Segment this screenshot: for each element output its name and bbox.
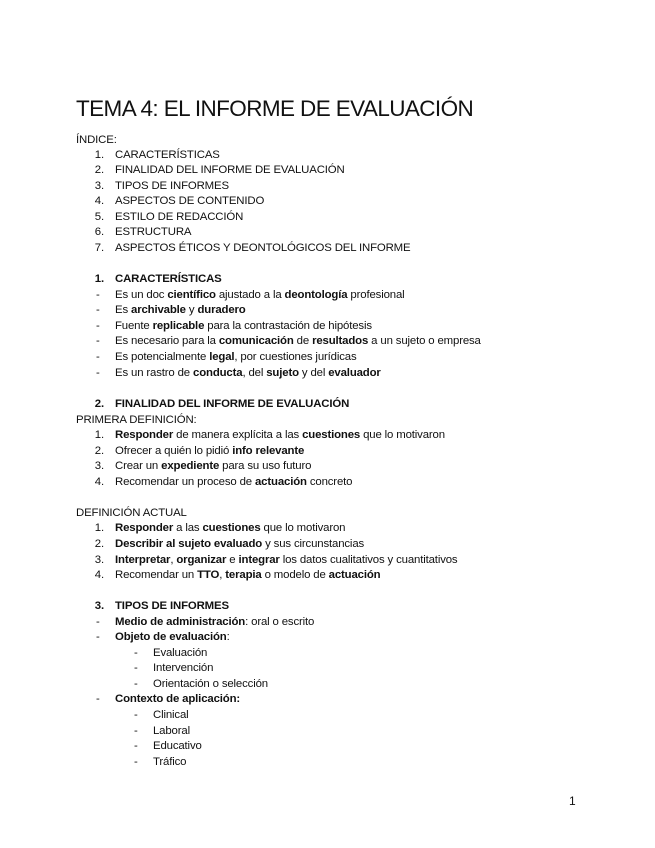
list-number: 4. [94,476,104,488]
bullet-text [115,366,381,381]
text-run-bold: cuestiones [302,429,361,441]
text-run: que lo motivaron [260,522,346,534]
text-run: o modelo de [261,569,329,581]
text-run: para la contrastación de hipótesis [204,320,372,332]
index-item-number: 1. [94,149,104,161]
index-item-text: CARACTERÍSTICAS [115,149,220,161]
text-run: , [170,554,177,566]
bullet-dash: - [96,616,100,628]
list-item-text [115,553,457,568]
text-run-bold: evaluador [328,367,381,379]
bullet-dash: - [96,304,100,316]
sub-bullet-text: Clinical [153,709,189,721]
text-run-bold: Interpretar [115,554,171,566]
text-run: a las [173,522,203,534]
list-item-text [115,475,352,490]
list-item-text [115,537,364,552]
text-run: , por cuestiones jurídicas [234,351,357,363]
bullet-text [115,303,246,318]
text-run-bold: expediente [161,460,220,472]
sub-bullet-text: Orientación o selección [153,678,268,690]
text-run-bold: actuación [328,569,381,581]
index-item-text: ESTILO DE REDACCIÓN [115,211,244,223]
list-number: 3. [94,554,104,566]
text-run: profesional [347,289,405,301]
text-run: Es [115,304,132,316]
page-title: TEMA 4: EL INFORME DE EVALUACIÓN [76,96,474,121]
text-run-bold: conducta [193,367,243,379]
text-run-bold: info relevante [232,445,305,457]
text-run: Es un rastro de [115,367,194,379]
text-run-bold: legal [209,351,235,363]
bullet-text [115,334,481,349]
bullet-dash: - [96,693,100,705]
list-number: 1. [94,522,104,534]
text-run-bold: deontología [284,289,348,301]
text-run-bold: Describir al sujeto evaluado [115,538,263,550]
sub-bullet-dash: - [134,647,138,659]
list-number: 2. [94,445,104,457]
bullet-text [115,630,230,645]
bullet-dash: - [96,289,100,301]
sub-bullet-text: Educativo [153,740,202,752]
text-run: los datos cualitativos y cuantitativos [279,554,458,566]
list-number: 4. [94,569,104,581]
text-run: , [219,569,226,581]
first-definition-label: PRIMERA DEFINICIÓN: [76,414,197,426]
sub-bullet-dash: - [134,756,138,768]
list-number: 3. [94,460,104,472]
index-item-text: FINALIDAD DEL INFORME DE EVALUACIÓN [115,164,345,176]
text-run-bold: Objeto de evaluación [115,631,227,643]
sub-bullet-dash: - [134,740,138,752]
text-run-bold: duradero [197,304,246,316]
text-run-bold: organizar [176,554,227,566]
text-run-bold: terapia [225,569,262,581]
list-number: 2. [94,538,104,550]
index-item-number: 3. [94,180,104,192]
text-run-bold: resultados [312,335,369,347]
index-item-text: ASPECTOS ÉTICOS Y DEONTOLÓGICOS DEL INFORME [115,242,411,254]
text-run-bold: actuación [255,476,307,488]
sub-bullet-dash: - [134,725,138,737]
sub-bullet-text: Laboral [153,725,190,737]
text-run: Crear un [115,460,162,472]
text-run-bold: cuestiones [202,522,261,534]
list-item-text [115,444,304,459]
bullet-text [115,615,314,630]
text-run: Recomendar un [115,569,198,581]
text-run-bold: Responder [115,522,174,534]
section-heading: FINALIDAD DEL INFORME DE EVALUACIÓN [115,398,350,410]
list-number: 1. [94,429,104,441]
index-label: ÍNDICE: [76,134,117,146]
text-run-bold: Medio de administración [115,616,246,628]
text-run: a un sujeto o empresa [368,335,481,347]
section-number: 3. [94,600,104,612]
index-item-number: 2. [94,164,104,176]
text-run: : [226,631,230,643]
index-item-text: ESTRUCTURA [115,226,192,238]
text-run: concreto [306,476,353,488]
text-run: y [185,304,198,316]
text-run: Es potencialmente [115,351,210,363]
index-item-text: ASPECTOS DE CONTENIDO [115,195,265,207]
index-item-number: 6. [94,226,104,238]
section-heading: CARACTERÍSTICAS [115,273,222,285]
text-run: que lo motivaron [360,429,445,441]
text-run: : oral o escrito [245,616,315,628]
sub-bullet-text: Tráfico [153,756,187,768]
text-run: ajustado a la [215,289,285,301]
text-run: de [293,335,313,347]
text-run: e [226,554,239,566]
current-definition-label: DEFINICIÓN ACTUAL [76,507,187,519]
sub-bullet-dash: - [134,709,138,721]
bullet-dash: - [96,320,100,332]
text-run-bold: integrar [238,554,280,566]
text-run: Es necesario para la [115,335,219,347]
list-item-text [115,428,445,443]
bullet-text [115,692,240,707]
text-run: y del [298,367,329,379]
section-number: 2. [94,398,104,410]
text-run-bold: comunicación [218,335,294,347]
index-item-number: 4. [94,195,104,207]
bullet-dash: - [96,367,100,379]
text-run-bold: TTO [197,569,220,581]
sub-bullet-dash: - [134,662,138,674]
text-run-bold: replicable [152,320,205,332]
bullet-dash: - [96,351,100,363]
text-run-bold: archivable [131,304,186,316]
index-item-number: 7. [94,242,104,254]
bullet-dash: - [96,335,100,347]
list-item-text [115,568,381,583]
sub-bullet-dash: - [134,678,138,690]
text-run: , del [242,367,267,379]
text-run-bold: sujeto [266,367,299,379]
text-run-bold: Contexto de aplicación: [115,693,241,705]
sub-bullet-text: Intervención [153,662,214,674]
bullet-text [115,319,372,334]
list-item-text [115,459,311,474]
text-run: de manera explícita a las [173,429,303,441]
text-run: Recomendar un proceso de [115,476,255,488]
bullet-text [115,288,405,303]
sub-bullet-text: Evaluación [153,647,208,659]
bullet-text [115,350,357,365]
text-run: y sus circunstancias [262,538,365,550]
list-item-text [115,521,345,536]
text-run-bold: Responder [115,429,174,441]
text-run-bold: científico [167,289,216,301]
index-item-text: TIPOS DE INFORMES [115,180,229,192]
text-run: Es un doc [115,289,168,301]
section-number: 1. [94,273,104,285]
page-number: 1 [569,794,576,808]
text-run: Fuente [115,320,153,332]
bullet-dash: - [96,631,100,643]
text-run: para su uso futuro [219,460,312,472]
section-heading: TIPOS DE INFORMES [115,600,229,612]
index-item-number: 5. [94,211,104,223]
text-run: Ofrecer a quién lo pidió [115,445,233,457]
